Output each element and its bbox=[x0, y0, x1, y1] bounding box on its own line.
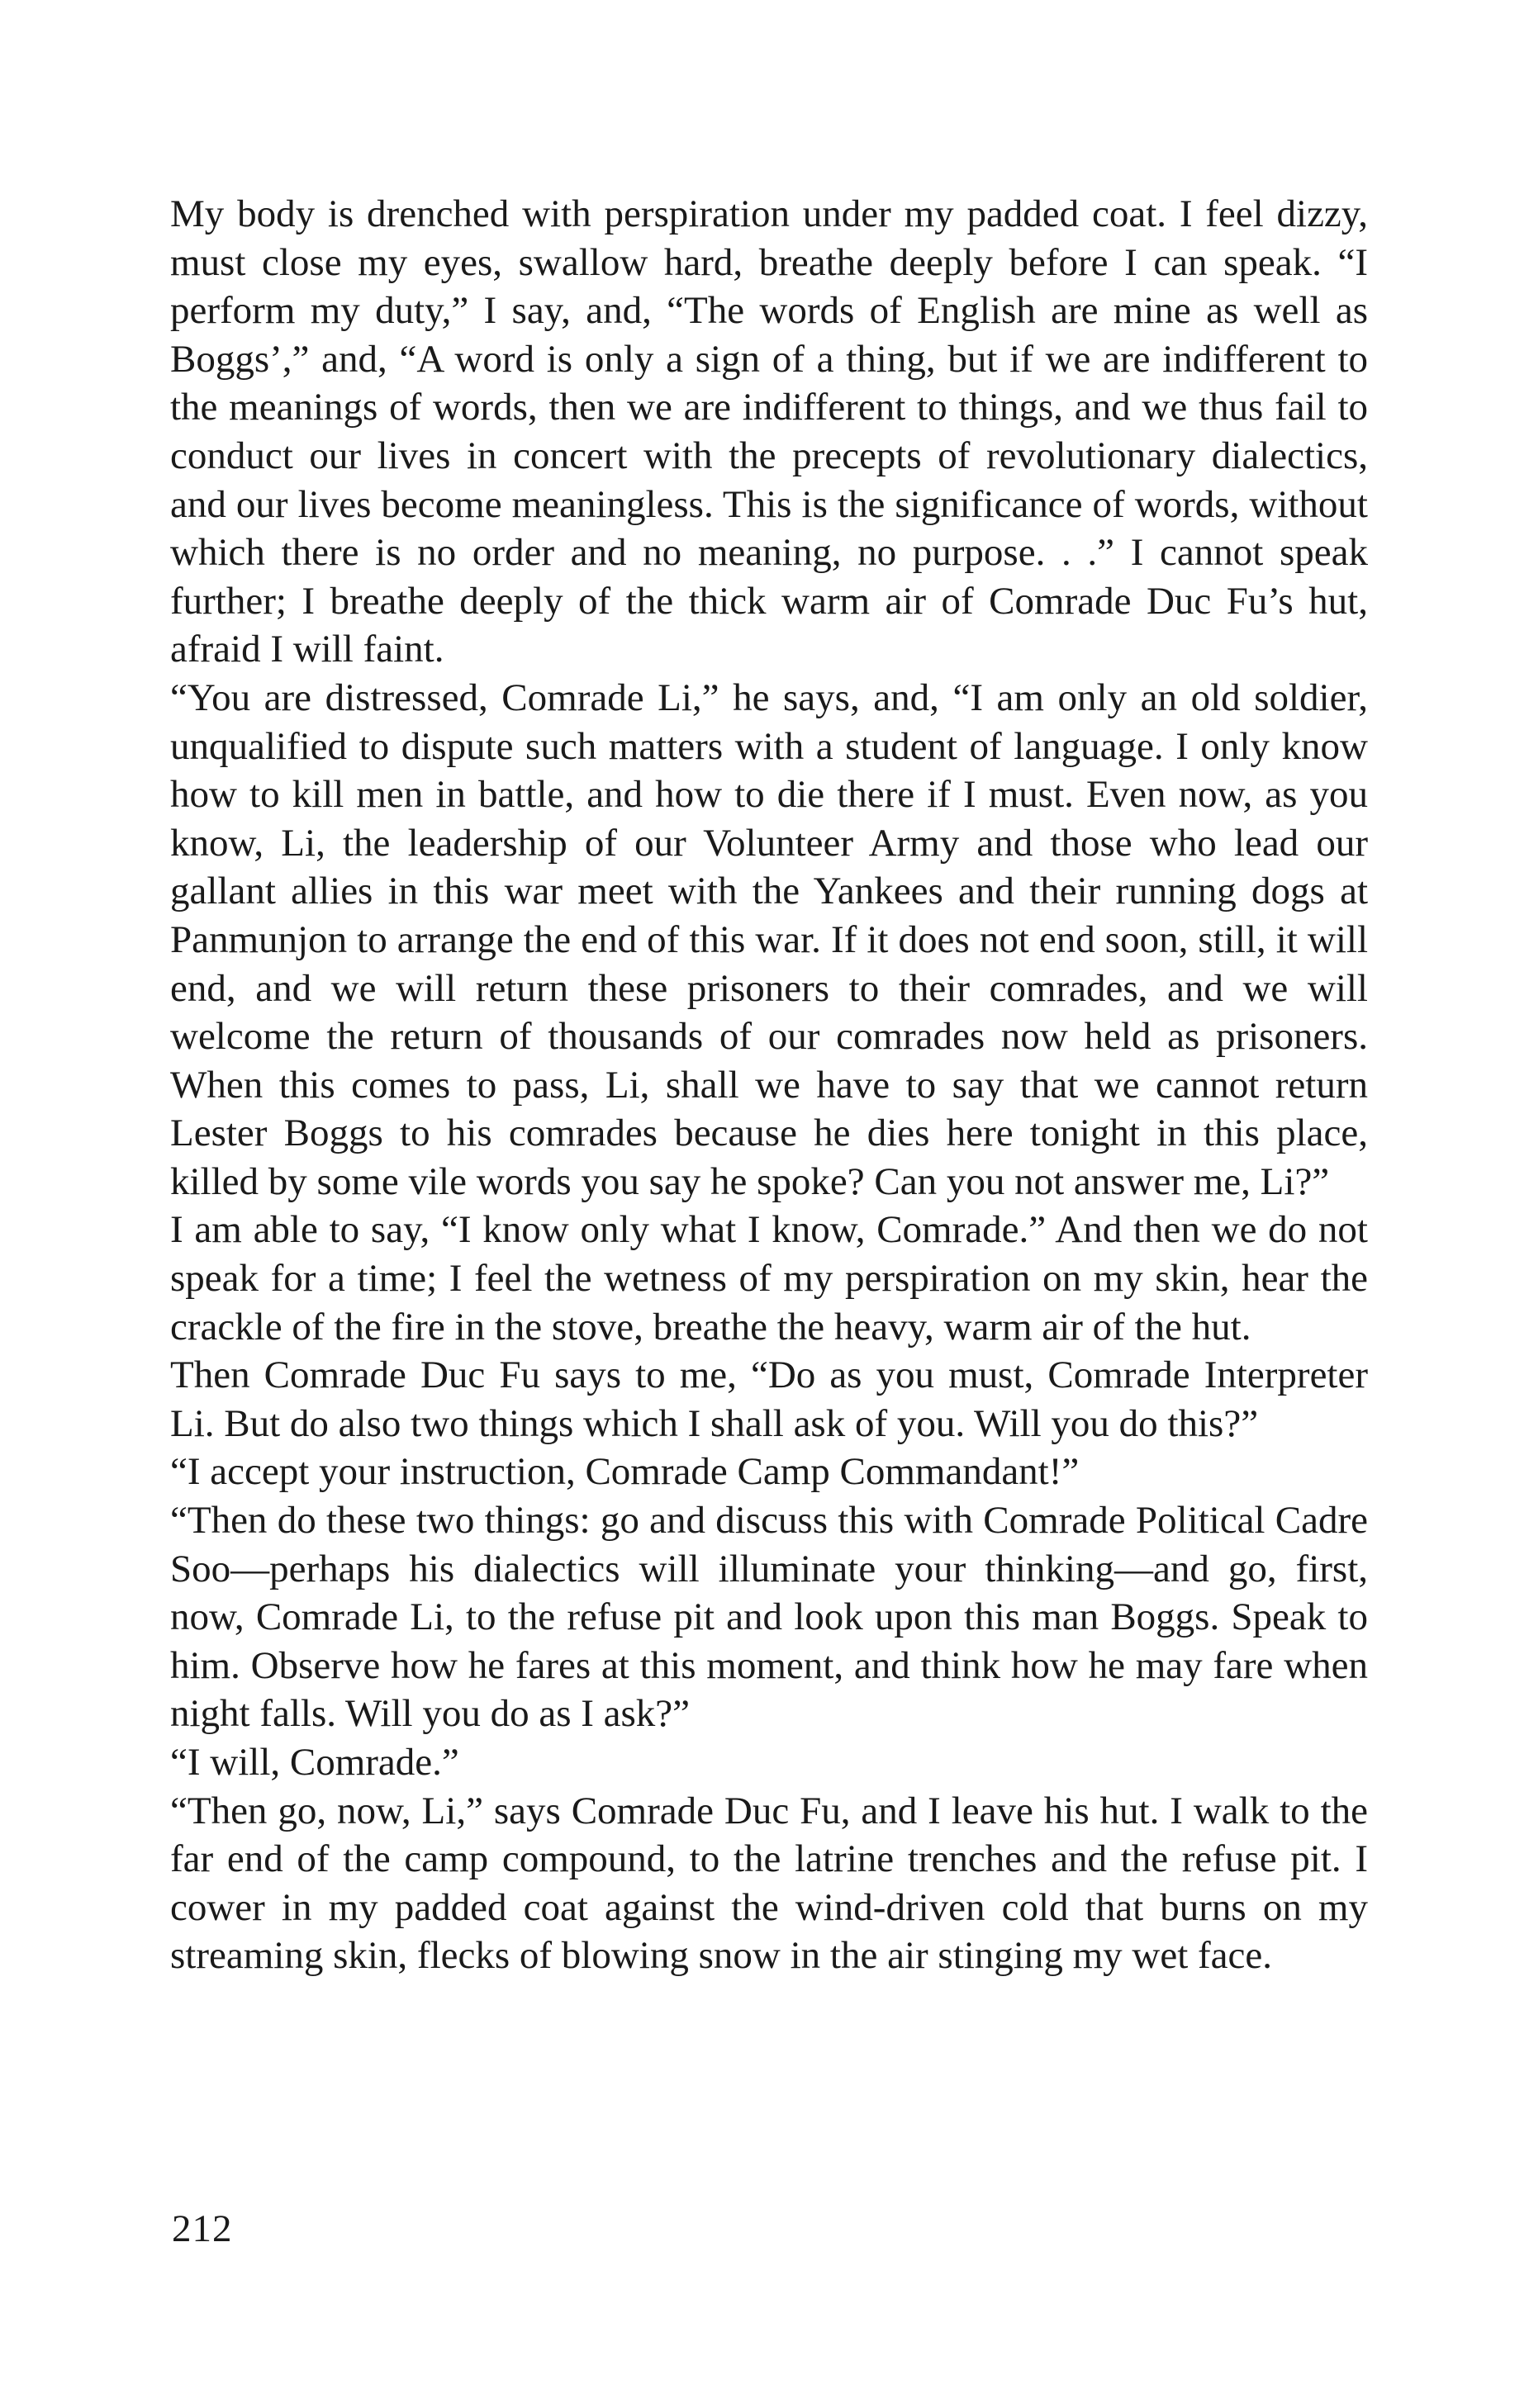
paragraph-6: “Then do these two things: go and discuss this with Comrade Political Cadre Soo—perhaps his dialectics will illuminate your thinking—and go, first, now, Comrade Li, to the refuse pit and look upon this man Boggs. Speak to him. Observe how he fares at this moment, and think how he may fare when night falls. Will you do as I ask?” bbox=[170, 1499, 1368, 1736]
paragraph-8: “Then go, now, Li,” says Comrade Duc Fu, and I leave his hut. I walk to the far end of the camp compound, to the latrine trenches and the refuse pit. I cower in my padded coat against the wind-driven cold that burns on my streaming skin, flecks of blowing snow in the air stinging my wet face. bbox=[170, 1789, 1368, 1978]
paragraph-7: “I will, Comrade.” bbox=[170, 1741, 459, 1784]
paragraph-4: Then Comrade Duc Fu says to me, “Do as you must, Comrade Interpreter Li. But do also two things which I shall ask of you. Will you do this?” bbox=[170, 1353, 1368, 1445]
paragraph-1: My body is drenched with perspiration under my padded coat. I feel dizzy, must close my eyes, swallow hard, breathe deeply before I can speak. “I perform my duty,” I say, and, “The words of English are mine as well as Boggs’,” and, “A word is only a sign of a thing, but if we are indifferent to the meanings of words, then we are indifferent to things, and we thus fail to conduct our lives in concert with the precepts of revolutionary dialectics, and our lives become meaningless. This is the significance of words, without which there is no order and no meaning, no purpose. . .” I cannot speak further; I breathe deeply of the thick warm air of Comrade Duc Fu’s hut, afraid I will faint. bbox=[170, 192, 1368, 671]
page-number: 212 bbox=[172, 2207, 233, 2250]
paragraph-5: “I accept your instruction, Comrade Camp Commandant!” bbox=[170, 1450, 1080, 1494]
page-body bbox=[170, 190, 1368, 1980]
paragraph-3: I am able to say, “I know only what I know, Comrade.” And then we do not speak for a time; I feel the wetness of my perspiration on my skin, hear the crackle of the fire in the stove, breathe the heavy, warm air of the hut. bbox=[170, 1208, 1368, 1349]
paragraph-2: “You are distressed, Comrade Li,” he says, and, “I am only an old soldier, unqualified to dispute such matters with a student of language. I only know how to kill men in battle, and how to die there if I must. Even now, as you know, Li, the leadership of our Volunteer Army and those who lead our gallant allies in this war meet with the Yankees and their running dogs at Panmunjon to arrange the end of this war. If it does not end soon, still, it will end, and we will return these prisoners to their comrades, and we will welcome the return of thousands of our comrades now held as prisoners. When this comes to pass, Li, shall we have to say that we cannot return Lester Boggs to his comrades because he dies here tonight in this place, killed by some vile words you say he spoke? Can you not answer me, Li?” bbox=[170, 675, 1368, 1203]
